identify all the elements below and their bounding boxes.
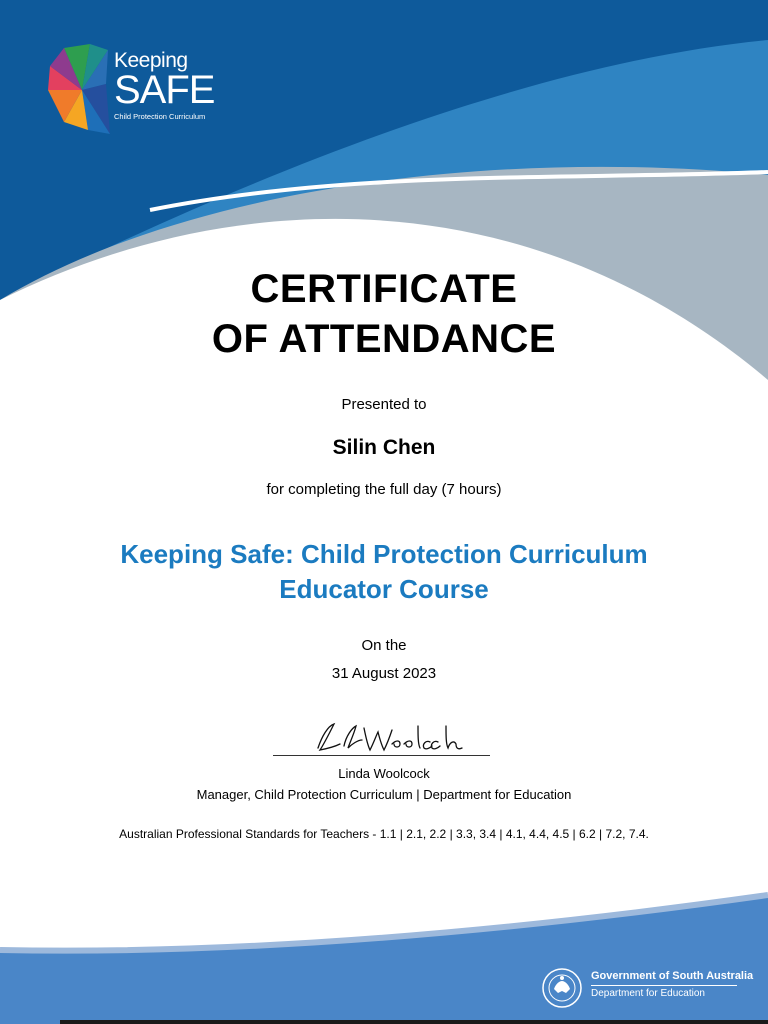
attendance-date: 31 August 2023 bbox=[331, 665, 437, 682]
presented-to-label: Presented to bbox=[341, 396, 427, 413]
course-title-line-2: Educator Course bbox=[279, 574, 489, 604]
logo-keeping-text: Keeping bbox=[114, 49, 188, 72]
logo-safe-text: SAFE bbox=[114, 68, 215, 112]
title-line-1: CERTIFICATE bbox=[250, 267, 518, 311]
signer-role: Manager, Child Protection Curriculum | Department for Education bbox=[196, 787, 572, 802]
handwritten-signature bbox=[300, 718, 470, 756]
signature-line bbox=[273, 755, 490, 756]
professional-standards: Australian Professional Standards for Teachers - 1.1 | 2.1, 2.2 | 3.3, 3.4 | 4.1, 4.4, 4.5 | 6.2 | 7.2, 7.4. bbox=[119, 827, 649, 841]
government-divider bbox=[591, 985, 737, 986]
title-line-2: OF ATTENDANCE bbox=[211, 317, 557, 361]
logo-wordmark bbox=[114, 50, 214, 122]
government-name: Government of South Australia bbox=[591, 970, 754, 982]
on-the-label: On the bbox=[361, 637, 407, 654]
government-branding bbox=[591, 970, 753, 1000]
sa-government-crest-icon bbox=[541, 967, 583, 1009]
signer-name: Linda Woolcock bbox=[338, 766, 430, 781]
certificate-title bbox=[0, 264, 768, 364]
completion-text: for completing the full day (7 hours) bbox=[266, 481, 502, 498]
logo-subtitle: Child Protection Curriculum bbox=[114, 112, 206, 121]
course-title-line-1: Keeping Safe: Child Protection Curriculum bbox=[120, 539, 648, 569]
department-name: Department for Education bbox=[591, 988, 705, 999]
recipient-name: Silin Chen bbox=[332, 436, 436, 459]
course-title bbox=[0, 537, 768, 607]
